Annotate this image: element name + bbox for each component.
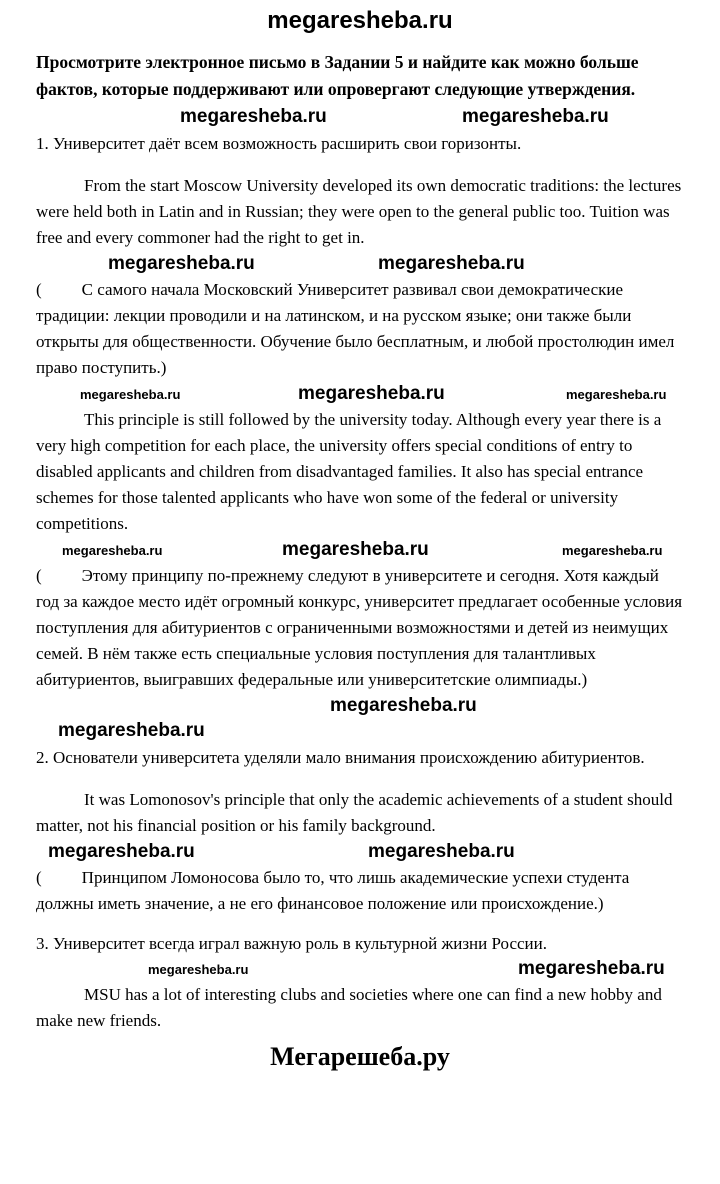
english-paragraph-2: This principle is still followed by the university today. Although every year there is a very high competition for each place, the university offers special conditions of entry to disabled applicants and children from disadvantaged families. It also has special entrance schemes for those talented applicants who have won some of the federal or university competitions. bbox=[36, 410, 662, 533]
statement-1: 1. Университет даёт всем возможность расширить свои горизонты. bbox=[36, 134, 522, 153]
open-paren: ( bbox=[36, 280, 42, 299]
watermark-row bbox=[36, 252, 684, 277]
watermark: megaresheba.ru bbox=[48, 841, 195, 862]
watermark-header: megaresheba.ru bbox=[267, 7, 453, 34]
statement-2: 2. Основатели университета уделяли мало внимания происхождению абитуриентов. bbox=[36, 748, 645, 767]
watermark-row bbox=[36, 694, 684, 719]
watermark-row bbox=[36, 538, 684, 563]
watermark-row bbox=[36, 957, 684, 982]
watermark: megaresheba.ru bbox=[80, 387, 181, 402]
watermark: megaresheba.ru bbox=[368, 841, 515, 862]
russian-text: Принципом Ломоносова было то, что лишь академические успехи студента должны иметь значение, а не его финансовое положение или происхождение.) bbox=[36, 868, 630, 913]
russian-translation-2 bbox=[36, 563, 684, 693]
watermark: megaresheba.ru bbox=[378, 253, 525, 274]
watermark-row bbox=[36, 719, 684, 744]
watermark: megaresheba.ru bbox=[58, 720, 205, 741]
english-paragraph-3: It was Lomonosov's principle that only the academic achievements of a student should matter, not his financial position or his family background. bbox=[36, 790, 673, 835]
watermark: megaresheba.ru bbox=[518, 958, 665, 979]
watermark-footer: Мегарешеба.ру bbox=[270, 1042, 450, 1071]
russian-text: Этому принципу по-прежнему следуют в университете и сегодня. Хотя каждый год за каждое место идёт огромный конкурс, университет предлагает особенные условия поступления для абитуриентов с ограниченными возможностями и детей из неимущих семей. В нём также есть специальные условия поступления для талантливых абитуриентов, выигравших федеральные или университетские олимпиады.) bbox=[36, 566, 683, 689]
watermark-row bbox=[36, 382, 684, 407]
russian-translation-3 bbox=[36, 865, 684, 917]
watermark-row bbox=[36, 840, 684, 865]
russian-translation-1 bbox=[36, 277, 684, 381]
open-paren: ( bbox=[36, 566, 42, 585]
russian-text: С самого начала Московский Университет развивал свои демократические традиции: лекции проводили и на латинском, и на русском языке; они также были открыты для общественности. Обучение было бесплатным, и любой простолюдин имел право поступить.) bbox=[36, 280, 675, 377]
watermark: megaresheba.ru bbox=[298, 383, 445, 404]
english-paragraph-4: MSU has a lot of interesting clubs and societies where one can find a new hobby and make new friends. bbox=[36, 985, 662, 1030]
watermark: megaresheba.ru bbox=[462, 106, 609, 127]
watermark: megaresheba.ru bbox=[180, 106, 327, 127]
open-paren: ( bbox=[36, 868, 42, 887]
watermark: megaresheba.ru bbox=[62, 543, 163, 558]
task-instruction: Просмотрите электронное письмо в Задании 5 и найдите как можно больше фактов, которые поддерживают или опровергают следующие утверждения. bbox=[36, 52, 639, 99]
watermark: megaresheba.ru bbox=[148, 962, 249, 977]
watermark: megaresheba.ru bbox=[108, 253, 255, 274]
watermark: megaresheba.ru bbox=[330, 695, 477, 716]
english-paragraph-1: From the start Moscow University developed its own democratic traditions: the lectures were held both in Latin and in Russian; they were open to the general public too. Tuition was free and every commoner had the right to get in. bbox=[36, 176, 682, 247]
watermark: megaresheba.ru bbox=[562, 543, 663, 558]
watermark: megaresheba.ru bbox=[282, 539, 429, 560]
watermark: megaresheba.ru bbox=[566, 387, 667, 402]
watermark-row bbox=[36, 105, 684, 130]
statement-3: 3. Университет всегда играл важную роль в культурной жизни России. bbox=[36, 934, 547, 953]
